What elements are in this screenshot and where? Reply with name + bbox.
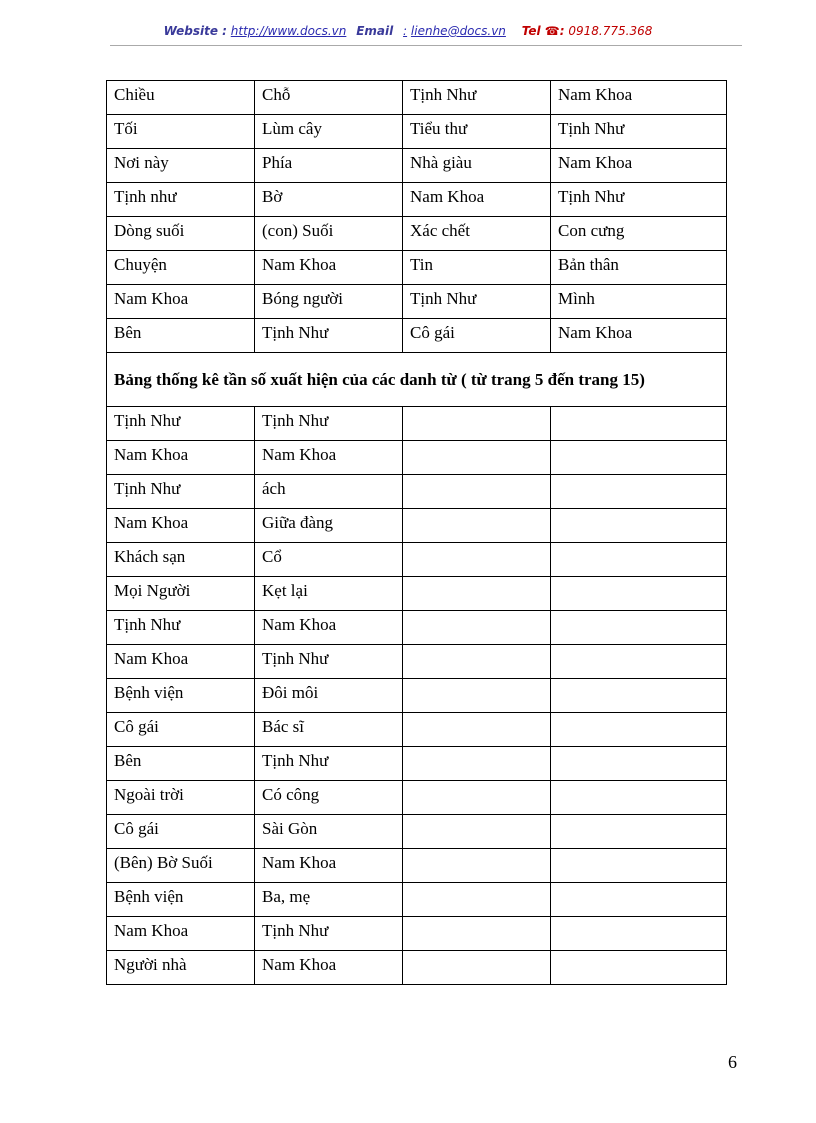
table-cell: Nam Khoa — [255, 951, 403, 985]
table-cell: Nam Khoa — [255, 611, 403, 645]
table-cell: Cô gái — [403, 319, 551, 353]
table-cell: Tịnh Như — [403, 285, 551, 319]
table-cell — [551, 781, 727, 815]
table-cell: Tịnh Như — [255, 917, 403, 951]
table-cell: Lùm cây — [255, 115, 403, 149]
table-cell: Xác chết — [403, 217, 551, 251]
table-cell — [551, 407, 727, 441]
table-cell: Tịnh Như — [551, 183, 727, 217]
table-cell: Bác sĩ — [255, 713, 403, 747]
table-cell: Đôi môi — [255, 679, 403, 713]
table-cell: Mọi Người — [107, 577, 255, 611]
table-cell: Người nhà — [107, 951, 255, 985]
table-cell — [403, 951, 551, 985]
table-row — [107, 883, 727, 917]
website-link[interactable]: http://www.docs.vn — [230, 24, 347, 38]
table-row — [107, 815, 727, 849]
table-cell — [403, 781, 551, 815]
table-cell: Tịnh Như — [107, 407, 255, 441]
table-cell — [403, 543, 551, 577]
table-cell — [551, 611, 727, 645]
table-cell: Kẹt lại — [255, 577, 403, 611]
table-title: Bảng thống kê tần số xuất hiện của các danh từ ( từ trang 5 đến trang 15) — [107, 353, 727, 407]
email-link[interactable]: lienhe@docs.vn — [410, 24, 506, 38]
table-cell: Dòng suối — [107, 217, 255, 251]
table-cell: Nam Khoa — [255, 251, 403, 285]
table-row — [107, 917, 727, 951]
table-cell — [403, 883, 551, 917]
table-cell — [403, 713, 551, 747]
table-cell: Tịnh Như — [255, 407, 403, 441]
table-cell: Nơi này — [107, 149, 255, 183]
table-cell: Con cưng — [551, 217, 727, 251]
table-cell: Phía — [255, 149, 403, 183]
table-row — [107, 115, 727, 149]
table-cell — [551, 577, 727, 611]
table-cell — [403, 679, 551, 713]
table-cell: Nam Khoa — [107, 917, 255, 951]
table-cell: Nhà giàu — [403, 149, 551, 183]
table-cell — [403, 407, 551, 441]
table-cell: Chiều — [107, 81, 255, 115]
table-cell — [551, 747, 727, 781]
table-row — [107, 509, 727, 543]
table-cell — [551, 849, 727, 883]
table-cell — [551, 815, 727, 849]
table-cell — [551, 475, 727, 509]
table-cell: Bên — [107, 319, 255, 353]
table-cell: Chuyện — [107, 251, 255, 285]
table-row — [107, 713, 727, 747]
table-cell: Nam Khoa — [107, 509, 255, 543]
table-cell: Tin — [403, 251, 551, 285]
table-cell — [403, 849, 551, 883]
table-cell: Tiểu thư — [403, 115, 551, 149]
table-cell — [403, 509, 551, 543]
table-cell: Tịnh Như — [107, 611, 255, 645]
table-cell: Có công — [255, 781, 403, 815]
noun-table — [106, 80, 727, 985]
table-cell — [403, 917, 551, 951]
table-cell: Tịnh như — [107, 183, 255, 217]
table-row — [107, 217, 727, 251]
table-row — [107, 679, 727, 713]
table-cell — [551, 543, 727, 577]
email-label: Email — [356, 24, 394, 38]
table-cell: Tịnh Như — [107, 475, 255, 509]
table-cell — [551, 951, 727, 985]
table-cell: Bóng người — [255, 285, 403, 319]
tel-label: Tel ☎: — [521, 24, 565, 38]
table-row — [107, 441, 727, 475]
table-row — [107, 149, 727, 183]
table-row — [107, 81, 727, 115]
table-row — [107, 645, 727, 679]
table-cell — [551, 645, 727, 679]
table-cell: Nam Khoa — [551, 319, 727, 353]
table-cell — [403, 645, 551, 679]
table-cell: Bản thân — [551, 251, 727, 285]
table-row — [107, 849, 727, 883]
table-cell: Nam Khoa — [551, 149, 727, 183]
table-row — [107, 543, 727, 577]
table-cell: Tịnh Như — [403, 81, 551, 115]
table-cell: Nam Khoa — [107, 441, 255, 475]
table-row — [107, 407, 727, 441]
email-separator: : — [403, 24, 408, 38]
table-cell: Cô gái — [107, 815, 255, 849]
table-cell: Tịnh Như — [255, 645, 403, 679]
table-cell: Nam Khoa — [107, 645, 255, 679]
page-header — [0, 24, 816, 38]
table-cell: Nam Khoa — [255, 849, 403, 883]
table-cell: Bờ — [255, 183, 403, 217]
table-cell — [403, 577, 551, 611]
table-cell: Tối — [107, 115, 255, 149]
table-cell: Ba, mẹ — [255, 883, 403, 917]
table-cell: Chỗ — [255, 81, 403, 115]
table-cell — [403, 747, 551, 781]
table-row — [107, 611, 727, 645]
table-row — [107, 319, 727, 353]
table-cell — [403, 815, 551, 849]
table-cell: Tịnh Như — [255, 319, 403, 353]
table-cell — [403, 475, 551, 509]
page-number: 6 — [728, 1052, 737, 1072]
table-cell: Giữa đàng — [255, 509, 403, 543]
table-cell: Nam Khoa — [107, 285, 255, 319]
table-cell: Bệnh viện — [107, 679, 255, 713]
table-cell: (Bên) Bờ Suối — [107, 849, 255, 883]
table-cell — [551, 917, 727, 951]
header-rule — [110, 45, 742, 46]
table-row — [107, 285, 727, 319]
table-cell: Khách sạn — [107, 543, 255, 577]
table-cell — [403, 611, 551, 645]
phone-number: 0918.775.368 — [568, 24, 653, 38]
table-row — [107, 781, 727, 815]
table-row — [107, 251, 727, 285]
table-cell: Nam Khoa — [403, 183, 551, 217]
table-cell — [403, 441, 551, 475]
table-cell — [551, 883, 727, 917]
table-cell: (con) Suối — [255, 217, 403, 251]
table-cell: Cổ — [255, 543, 403, 577]
table-title-row — [107, 353, 727, 407]
table-cell — [551, 713, 727, 747]
table-cell — [551, 441, 727, 475]
website-label: Website : — [163, 24, 227, 38]
table-row — [107, 951, 727, 985]
table-cell: Cô gái — [107, 713, 255, 747]
table-cell: Nam Khoa — [551, 81, 727, 115]
table-cell: ách — [255, 475, 403, 509]
table-cell: Nam Khoa — [255, 441, 403, 475]
table-row — [107, 475, 727, 509]
table-cell: Tịnh Như — [551, 115, 727, 149]
table-cell: Sài Gòn — [255, 815, 403, 849]
table-cell — [551, 679, 727, 713]
table-cell: Bệnh viện — [107, 883, 255, 917]
table-cell — [551, 509, 727, 543]
table-row — [107, 577, 727, 611]
table-cell: Bên — [107, 747, 255, 781]
table-cell: Tịnh Như — [255, 747, 403, 781]
table-cell: Mình — [551, 285, 727, 319]
table-row — [107, 183, 727, 217]
table-cell: Ngoài trời — [107, 781, 255, 815]
table-row — [107, 747, 727, 781]
